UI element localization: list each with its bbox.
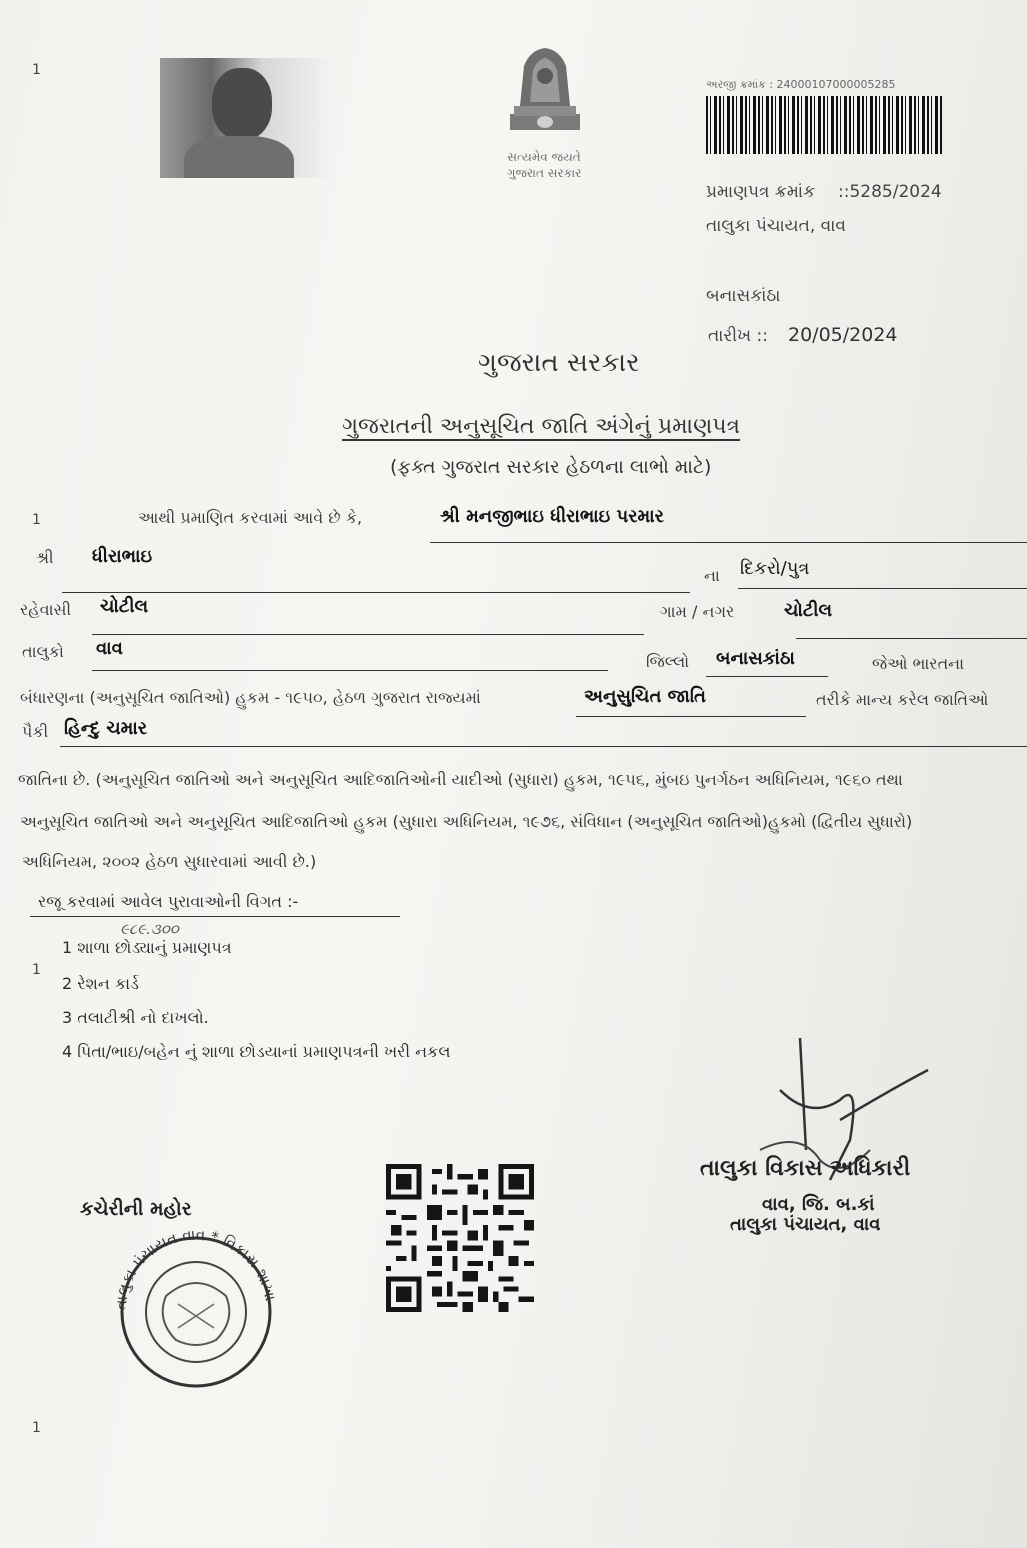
evidence-item-4: 4 પિતા/ભાઇ/બહેન નું શાળા છોડયાનાં પ્રમાણપત્રની ખરી નકલ bbox=[62, 1042, 451, 1061]
evidence-item-1: 1 શાળા છોડ્યાનું પ્રમાણપત્ર bbox=[62, 938, 232, 957]
issue-date: 20/05/2024 bbox=[788, 324, 898, 346]
document-title-certificate: ગુજરાતની અનુસૂચિત જાતિ અંગેનું પ્રમાણપત્ર bbox=[342, 414, 741, 439]
issuing-office: તાલુકા પંચાયત, વાવ bbox=[706, 216, 847, 236]
officer-designation: તાલુકા વિકાસ અધિકારી bbox=[700, 1156, 911, 1181]
legal-paragraph-line2: અનુસૂચિત જાતિઓ અને અનુસૂચિત આદિજાતિઓ હુકમ (સુધારા અધિનિયમ, ૧૯૭૬, સંવિધાન (અનુસૂચિત જાતિઓ)હુકમો (દ્વિતીય સુધારો) bbox=[20, 812, 913, 831]
na-label: ના bbox=[704, 566, 720, 585]
taluka-name: વાવ bbox=[96, 638, 123, 659]
margin-mark-lower: 1 bbox=[32, 962, 41, 978]
applicant-name: શ્રી મનજીભાઇ ધીરાભાઇ પરમાર bbox=[440, 506, 664, 527]
emblem-caption-motto: સત્યમેવ જયતે bbox=[507, 150, 581, 164]
resident-place: ચોટીલ bbox=[100, 596, 149, 617]
legal-paragraph-line3: અધિનિયમ, ૨૦૦૨ હેઠળ સુધારવામાં આવી છે.) bbox=[22, 852, 317, 871]
document-title-government: ગુજરાત સરકાર bbox=[478, 348, 640, 378]
barcode bbox=[706, 96, 942, 154]
margin-mark-top: 1 bbox=[32, 62, 41, 78]
category-value: અનુસુચિત જાતિ bbox=[584, 686, 706, 707]
recognized-text: તરીકે માન્ય કરેલ જાતિઓ bbox=[816, 690, 989, 709]
relation-underline bbox=[738, 588, 1027, 589]
applicant-photo bbox=[160, 58, 330, 178]
date-label: તારીખ :: bbox=[708, 326, 768, 346]
constitution-text: બંધારણના (અનુસૂચિત જાતિઓ) હુકમ - ૧૯૫૦, હેઠળ ગુજરાત રાજ્યમાં bbox=[20, 688, 481, 707]
who-india-text: જેઓ ભારતના bbox=[872, 654, 965, 673]
village-underline bbox=[796, 638, 1027, 639]
shri-label: શ્રી bbox=[36, 548, 54, 567]
caste-value: હિન્દુ ચમાર bbox=[64, 718, 148, 739]
district-label: જિલ્લો bbox=[646, 652, 690, 671]
document-subtitle: (ફક્ત ગુજરાત સરકાર હેઠળના લાભો માટે) bbox=[390, 456, 712, 478]
evidence-item-3: 3 તલાટીશ્રી નો દાખલો. bbox=[62, 1008, 209, 1027]
application-number-text: અરજી ક્રમાંક : 24000107000005285 bbox=[706, 78, 896, 91]
caste-underline bbox=[60, 746, 1027, 747]
qr-code bbox=[386, 1164, 534, 1312]
among-label: પૈકી bbox=[22, 722, 49, 741]
handwritten-note: ૯૮૯.૩૦૦ bbox=[120, 920, 179, 938]
taluka-label: તાલુકો bbox=[22, 642, 64, 661]
district-name: બનાસકાંઠા bbox=[716, 648, 795, 669]
seal-ring-text: તાલુકા પંચાયત વાવ * વિકાસ શાખા bbox=[111, 1225, 280, 1311]
father-name: ધીરાભાઇ bbox=[92, 546, 153, 567]
relation: દિકરો/પુત્ર bbox=[740, 558, 810, 579]
cert-number: ::5285/2024 bbox=[838, 182, 942, 202]
village-name: ચોટીલ bbox=[784, 600, 833, 621]
certify-label: આથી પ્રમાણિત કરવામાં આવે છે કે, bbox=[138, 508, 363, 527]
name-underline bbox=[430, 542, 1027, 543]
village-label: ગામ / નગર bbox=[660, 602, 735, 621]
national-emblem-icon bbox=[490, 36, 600, 146]
cert-number-label: પ્રમાણપત્ર ક્રમાંક bbox=[706, 182, 816, 202]
photo-head-shape bbox=[212, 68, 272, 140]
seal-label: કચેરીની મહોર bbox=[80, 1198, 192, 1220]
legal-paragraph-line1: જાતિના છે. (અનુસૂચિત જાતિઓ અને અનુસૂચિત આદિજાતિઓની યાદીઓ (સુધારા) હુકમ, ૧૯૫૬, મુંબઇ પુનર્ગઠન અધિનિયમ, ૧૯૬૦ તથા bbox=[18, 770, 903, 789]
resident-underline bbox=[92, 634, 644, 635]
evidence-heading: રજૂ કરવામાં આવેલ પુરાવાઓની વિગત :- bbox=[38, 892, 299, 911]
officer-location: વાવ, જિ. બ.કાં bbox=[762, 1194, 875, 1215]
emblem-caption-govt: ગુજરાત સરકાર bbox=[506, 166, 582, 180]
resident-label: રહેવાસી bbox=[20, 600, 72, 619]
district-underline bbox=[706, 676, 828, 677]
office-seal-stamp bbox=[86, 1200, 304, 1390]
issuing-district: બનાસકાંઠા bbox=[706, 286, 781, 306]
margin-mark-middle: 1 bbox=[32, 512, 41, 528]
margin-mark-bottom: 1 bbox=[32, 1420, 41, 1436]
photo-body-shape bbox=[184, 136, 294, 178]
officer-office: તાલુકા પંચાયત, વાવ bbox=[730, 1214, 881, 1235]
category-underline bbox=[576, 716, 806, 717]
father-underline bbox=[62, 592, 690, 593]
evidence-heading-underline bbox=[30, 916, 400, 917]
evidence-item-2: 2 રેશન કાર્ડ bbox=[62, 974, 139, 993]
taluka-underline bbox=[92, 670, 608, 671]
